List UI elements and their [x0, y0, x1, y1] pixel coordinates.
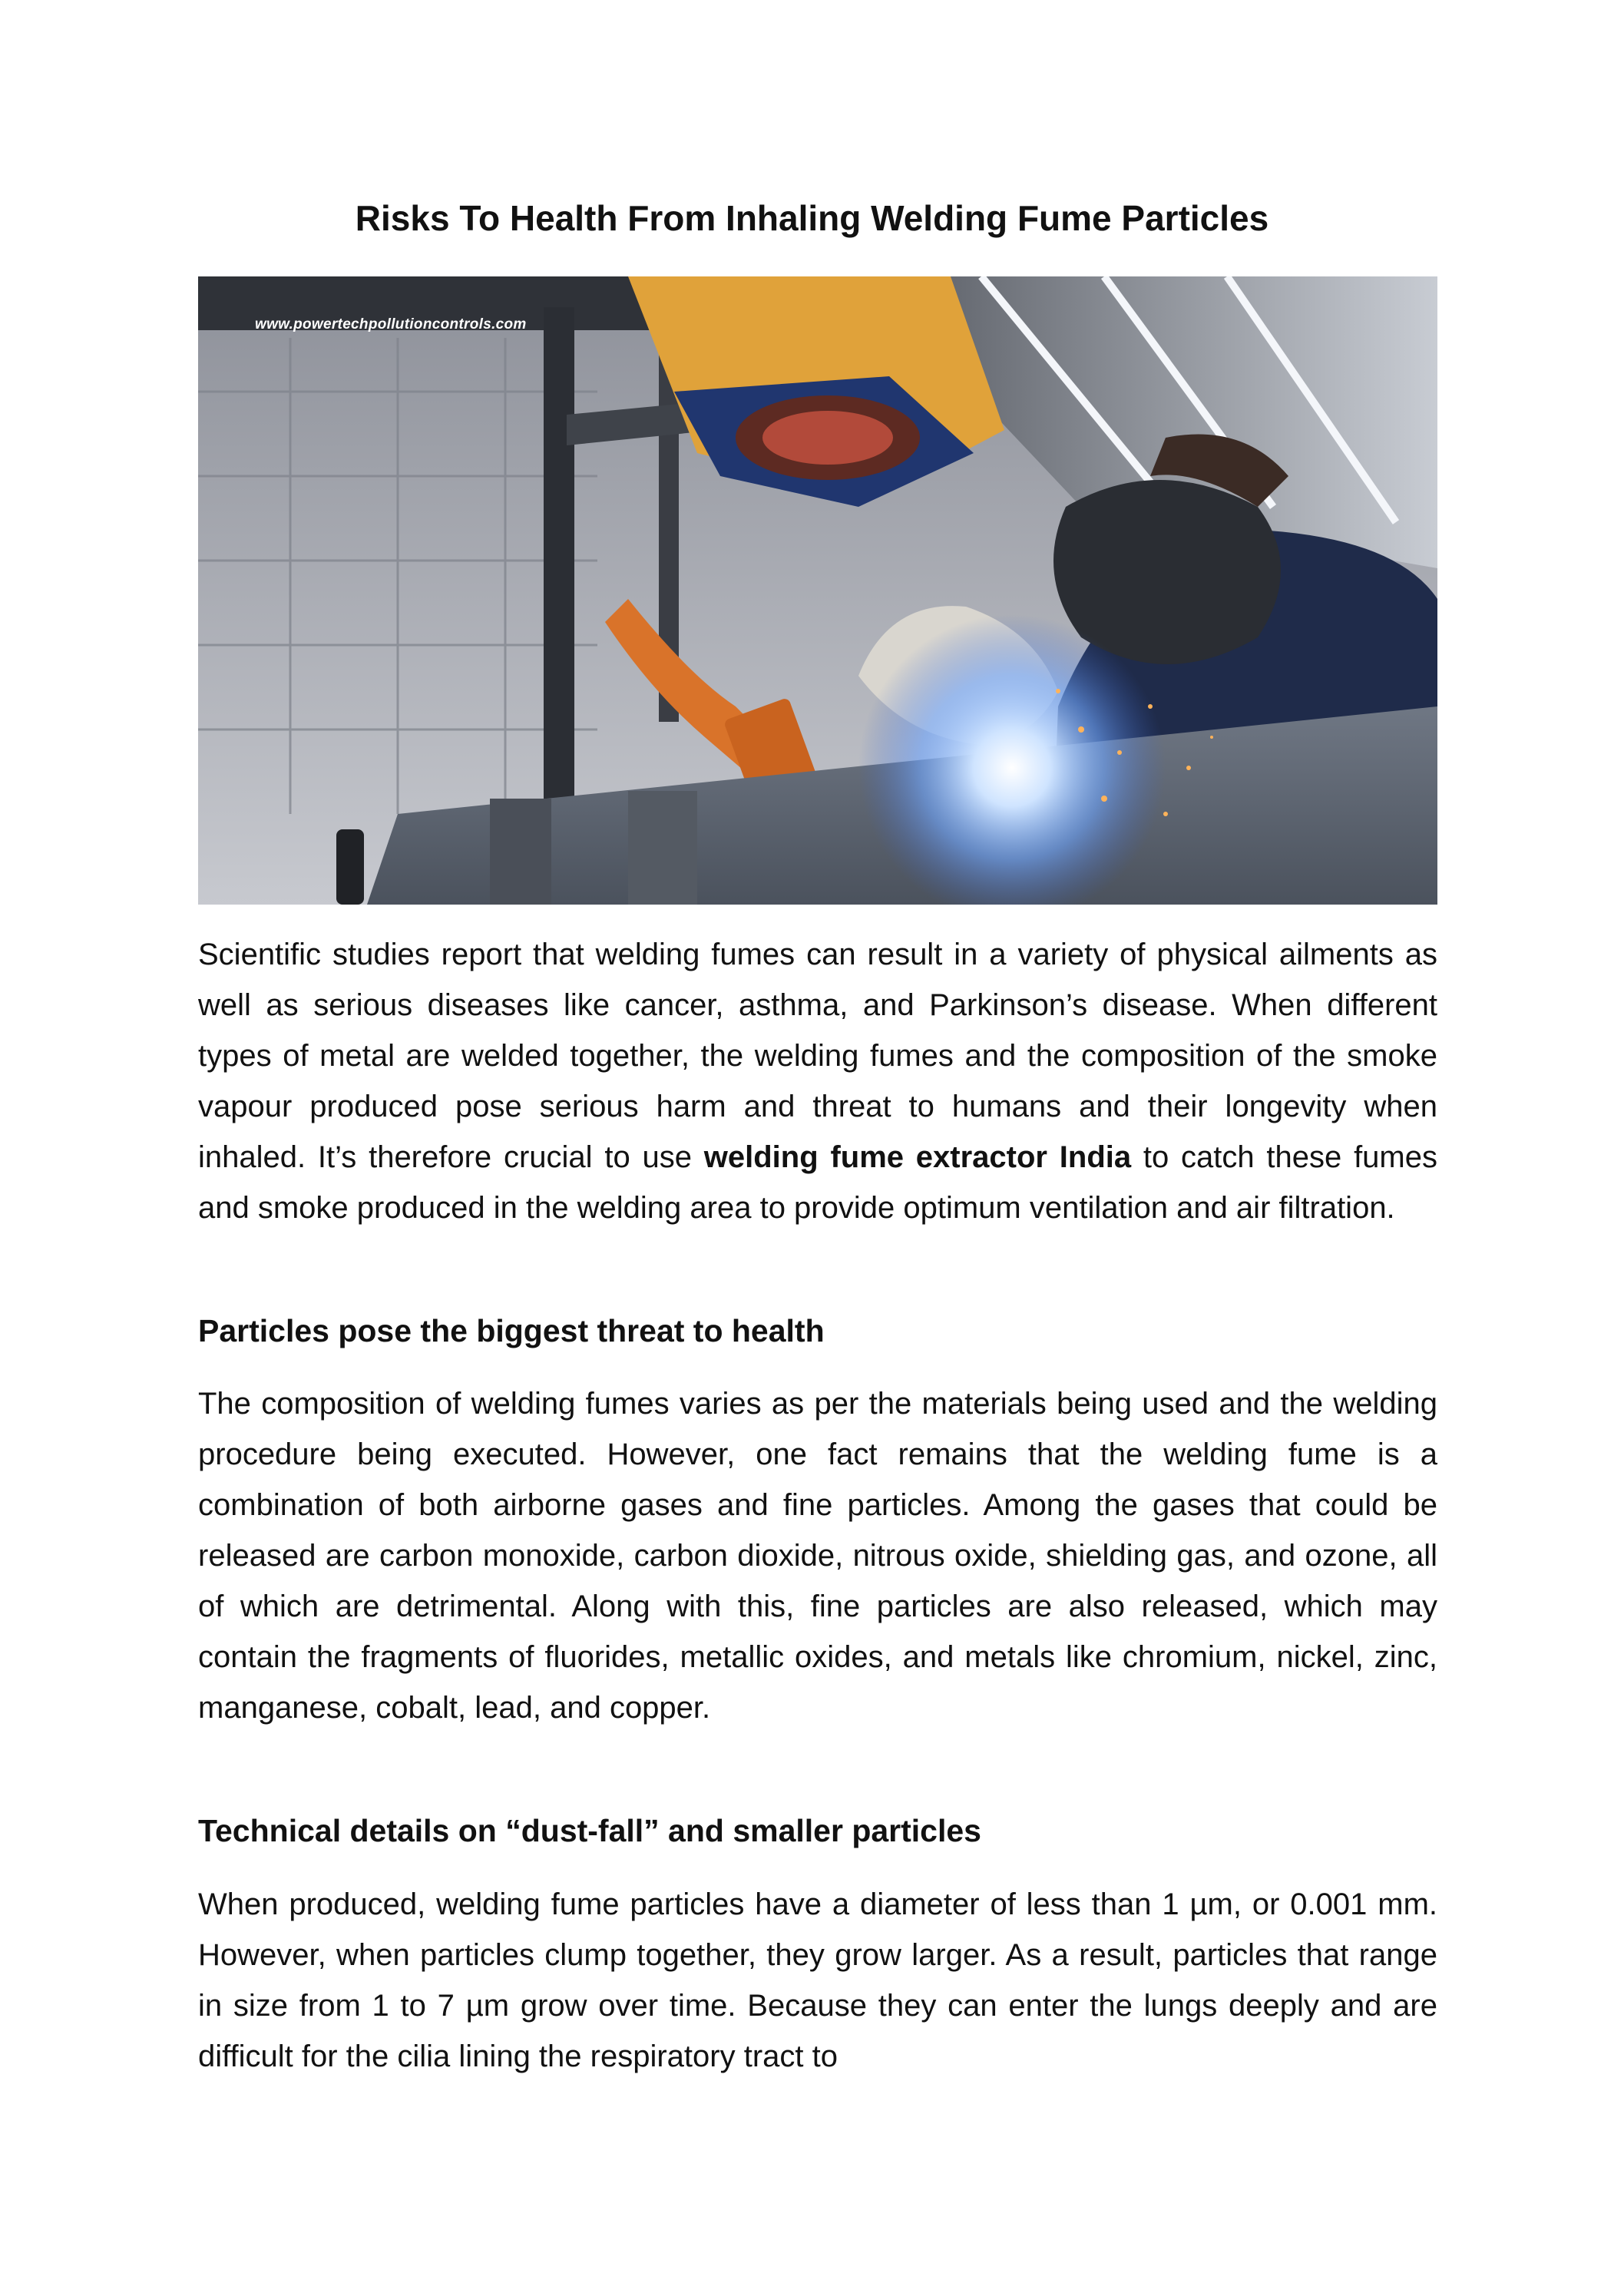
page-title: Risks To Health From Inhaling Welding Fume Particles — [355, 198, 1269, 238]
image-watermark: www.powertechpollutioncontrols.com — [255, 316, 527, 332]
particles-paragraph: The composition of welding fumes varies as per the materials being used and the welding procedure being executed. However, one fact remains that the welding fume is a combination of both airborne gases and fine particles. Among the gases that could be released are carbon monoxide, carbon dioxide, nitrous oxide, shielding gas, and ozone, all of which are detrimental. Along with this, fine particles are also released, which may contain the fragments of fluorides, metallic oxides, and metals like chromium, nickel, zinc, manganese, cobalt, lead, and copper. — [198, 1387, 1437, 1725]
dust-fall-paragraph: When produced, welding fume particles have a diameter of less than 1 µm, or 0.001 mm. However, when particles clump together, they grow larger. As a result, particles that range in size from 1 to 7 µm grow over time. Because they can enter the lungs deeply and are difficult for the cilia lining the respiratory tract to — [198, 1887, 1437, 2073]
intro-paragraph — [198, 929, 1437, 1233]
section-heading-dust-fall: Technical details on “dust-fall” and smaller particles — [198, 1813, 981, 1848]
welding-scene-illustration — [198, 276, 1437, 905]
section-heading-particles: Particles pose the biggest threat to health — [198, 1313, 825, 1348]
welding-fume-extractor-link-text: welding fume extractor India — [703, 1140, 1132, 1174]
intro-text-end: to catch these fumes and smoke produced in the welding area to provide optimum ventilation and air filtration. — [198, 1140, 1437, 1225]
intro-text-start: Scientific studies report that welding fumes can result in a variety of physical ailments as well as serious diseases like cancer, asthma, and Parkinson’s disease. When different types of metal are welded together, the welding fumes and the composition of the smoke vapour produced pose serious harm and threat to humans and their longevity when inhaled. It’s therefore crucial to use — [198, 938, 1437, 1174]
welding-photo — [198, 276, 1437, 905]
